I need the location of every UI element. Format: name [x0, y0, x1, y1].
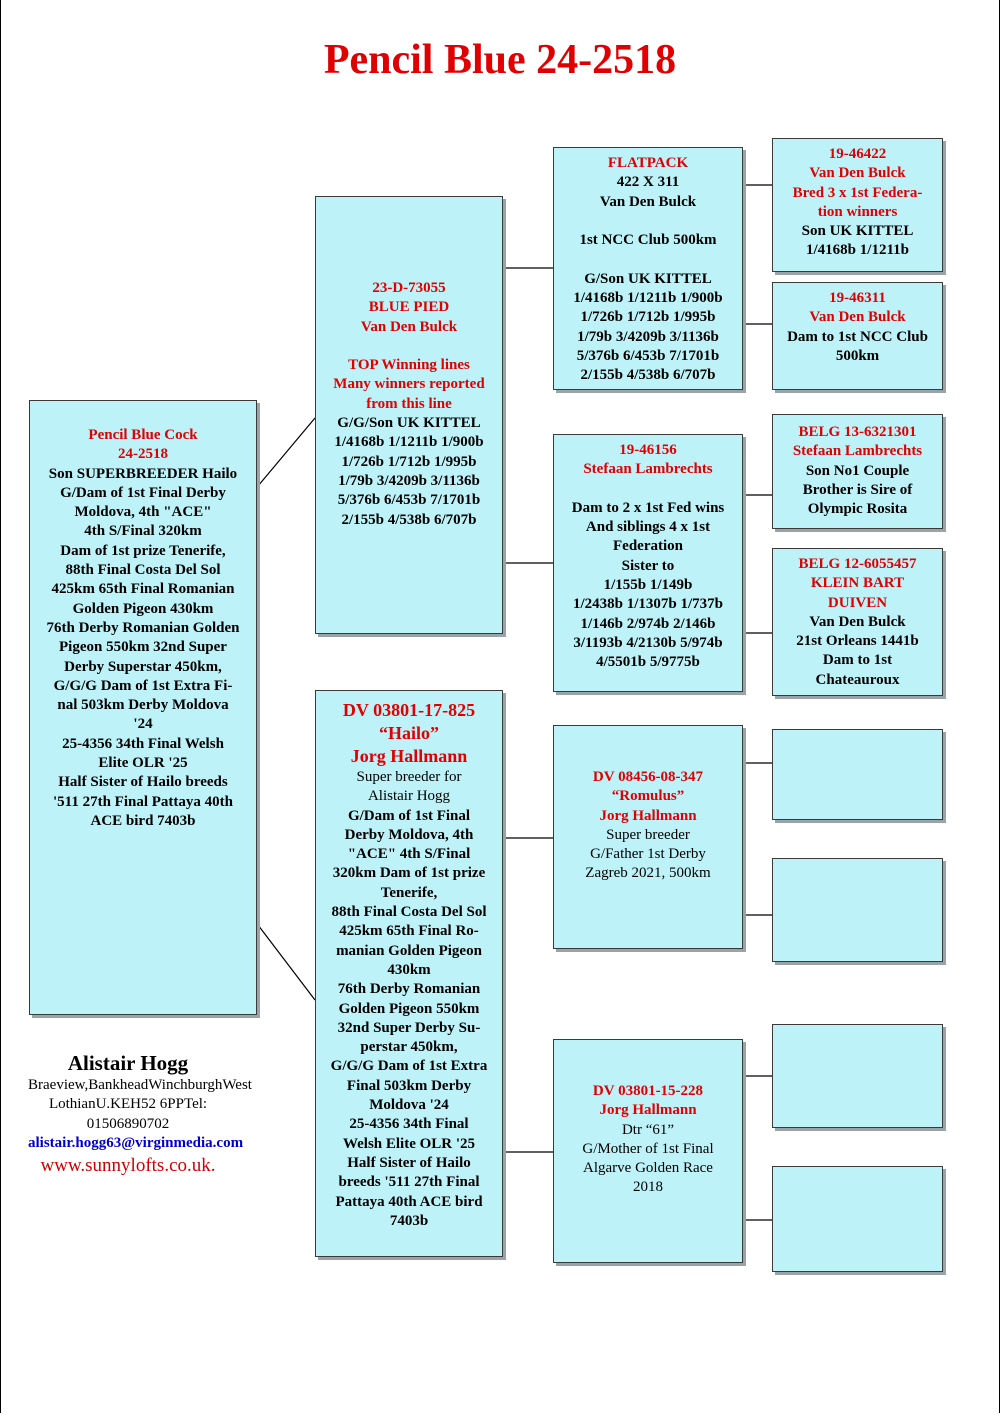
ss-line: 2/155b 4/538b 6/707b — [580, 367, 716, 384]
sire-highlight-line: from this line — [366, 395, 452, 412]
sss-red-line: Van Den Bulck — [809, 165, 906, 182]
ssd-line: 500km — [835, 347, 880, 364]
dd-line: 2018 — [633, 1179, 663, 1196]
contact-address-line: U.K — [95, 1096, 122, 1113]
subject-note-line: '511 27th Final Pattaya 40th — [52, 793, 233, 810]
sire-highlight-line: Many winners reported — [333, 376, 485, 393]
subject-note-line: Elite OLR '25 — [98, 755, 188, 772]
dd-line: Dtr “61” — [621, 1121, 675, 1138]
sire-note-line: 1/726b 1/712b 1/995b — [341, 453, 477, 470]
ss-line: 1st NCC Club 500km — [579, 232, 717, 249]
dam-note-line: 320km Dam of 1st prize — [332, 865, 486, 882]
sd-breeder: Stefaan Lambrechts — [583, 461, 713, 478]
subject-note-line: '24 — [133, 716, 153, 733]
sire-box — [315, 196, 503, 634]
sss-lines — [773, 222, 942, 261]
dam-intro-line: Alistair Hogg — [367, 788, 451, 805]
sd-line: 4/5501b 5/9775b — [596, 654, 700, 671]
sire-dam-box — [553, 434, 743, 692]
sdd-red-lines — [773, 555, 942, 613]
pedigree-title: Pencil Blue 24-2518 — [323, 37, 677, 83]
dam-sire-box — [553, 725, 743, 949]
ss-line — [554, 250, 742, 269]
contact-address-line: EH52 6PP — [121, 1096, 184, 1113]
ssd-red-lines — [773, 289, 942, 328]
subject-note-line: nal 503km Derby Moldova — [57, 697, 229, 714]
ssd-red-line: Van Den Bulck — [809, 309, 906, 326]
contact-address-line: Winchburgh — [148, 1077, 223, 1093]
sd-line: 1/155b 1/149b — [603, 577, 693, 594]
ddd-box-empty — [772, 1166, 943, 1272]
dam-note-line: 32nd Super Derby Su- — [337, 1019, 481, 1036]
dam-note-line: 25-4356 34th Final — [349, 1116, 469, 1133]
ssd-line: Dam to 1st NCC Club — [787, 328, 928, 345]
ss-name: FLATPACK — [607, 155, 689, 171]
dam-intro-line: Super breeder for — [356, 769, 462, 785]
sss-red-line: Bred 3 x 1st Federa- — [792, 184, 923, 201]
sire-sire-box — [553, 147, 743, 390]
dam-note-line: 88th Final Costa Del Sol — [331, 904, 487, 921]
sds-lines — [773, 462, 942, 520]
dam-ring: DV 03801-17-825 — [342, 700, 476, 720]
ss-line: 1/726b 1/712b 1/995b — [580, 309, 716, 326]
sds-line: Brother is Sire of — [802, 481, 913, 498]
sdd-line: Chateauroux — [815, 671, 900, 688]
dam-note-line: Welsh Elite OLR '25 — [342, 1135, 476, 1152]
ss-line — [554, 212, 742, 231]
dd-lines — [554, 1121, 742, 1198]
subject-note-line: ACE bird 7403b — [90, 812, 196, 829]
dam-note-line: 76th Derby Romanian — [337, 981, 481, 998]
sds-line: Olympic Rosita — [807, 501, 908, 518]
sss-line: Son UK KITTEL — [801, 223, 914, 240]
sd-line: Sister to — [621, 557, 675, 574]
ds-line: Zagreb 2021, 500km — [585, 865, 711, 882]
ssd-box — [772, 282, 943, 390]
dam-box — [315, 690, 503, 1257]
dam-note-line: Half Sister of Hailo — [347, 1154, 471, 1171]
subject-note-line: Dam of 1st prize Tenerife, — [60, 542, 226, 559]
dam-dam-box — [553, 1039, 743, 1263]
dd-breeder: Jorg Hallmann — [599, 1102, 697, 1119]
ds-line: Super breeder — [606, 826, 690, 843]
subject-note-line: 25-4356 34th Final Welsh — [62, 735, 224, 752]
ds-breeder: Jorg Hallmann — [599, 807, 697, 824]
sss-red-line: 19-46422 — [828, 146, 887, 162]
dam-note-line: G/Dam of 1st Final — [347, 807, 471, 824]
ss-line: 1/4168b 1/1211b 1/900b — [573, 290, 723, 307]
sdd-line: Van Den Bulck — [809, 613, 906, 630]
dam-note-line: Derby Moldova, 4th — [344, 826, 474, 843]
subject-name: Pencil Blue Cock — [88, 427, 198, 443]
dam-note-line: breeds '511 27th Final — [338, 1174, 480, 1191]
sds-box — [772, 414, 943, 529]
dam-note-line: "ACE" 4th S/Final — [347, 846, 471, 863]
sdd-red-line: DUIVEN — [827, 594, 888, 611]
subject-ring: 24-2518 — [118, 446, 168, 463]
sss-red-line: tion winners — [817, 203, 898, 220]
sss-line: 1/4168b 1/1211b — [806, 242, 909, 259]
contact-website-link[interactable]: www.sunnylofts.co.uk. — [40, 1155, 216, 1177]
contact-address-line: Braeview,Bankhead — [28, 1077, 149, 1093]
ds-lines — [554, 826, 742, 884]
dds-box-empty — [772, 1024, 943, 1128]
dam-notes — [316, 807, 502, 1232]
subject-note-line: Derby Superstar 450km, — [64, 658, 222, 675]
subject-note-line: G/G/G Dam of 1st Extra Fi- — [53, 677, 233, 694]
sds-red-line: Stefaan Lambrechts — [792, 443, 923, 460]
dam-note-line: Final 503km Derby — [346, 1077, 472, 1094]
dam-note-line: G/G/G Dam of 1st Extra — [330, 1058, 488, 1075]
subject-note-line: 76th Derby Romanian Golden — [46, 619, 240, 636]
ss-line: 5/376b 6/453b 7/1701b — [576, 347, 720, 364]
dd-line: Algarve Golden Race — [583, 1160, 713, 1177]
sire-highlights — [316, 356, 502, 414]
subject-note-line: Half Sister of Hailo breeds — [58, 774, 228, 791]
ds-line: G/Father 1st Derby — [590, 846, 706, 863]
subject-note-line: 425km 65th Final Romanian — [51, 581, 235, 598]
sire-note-line: 5/376b 6/453b 7/1701b — [337, 492, 481, 509]
contact-address-line: Tel: 01506890702 — [86, 1096, 208, 1132]
dam-note-line: 425km 65th Final Ro- — [339, 923, 479, 940]
sire-note-line: 1/4168b 1/1211b 1/900b — [334, 434, 484, 451]
sd-line — [554, 480, 742, 499]
sdd-line: 21st Orleans 1441b — [796, 633, 919, 650]
sire-ring: 23-D-73055 — [372, 280, 446, 296]
sd-ring: 19-46156 — [619, 442, 677, 458]
dam-note-line: perstar 450km, — [360, 1039, 458, 1056]
sire-notes — [316, 414, 502, 530]
sdd-red-line: KLEIN BART — [810, 575, 905, 592]
sds-red-lines — [773, 423, 942, 462]
ss-lines — [554, 173, 742, 385]
sd-line: 1/146b 2/974b 2/146b — [580, 615, 716, 632]
subject-note-line: Golden Pigeon 430km — [72, 600, 214, 617]
dss-box-empty — [772, 729, 943, 820]
subject-note-line: Moldova, 4th "ACE" — [74, 504, 212, 521]
dam-note-line: 430km — [387, 961, 431, 978]
sdd-box — [772, 548, 943, 696]
sd-line: And siblings 4 x 1st — [585, 519, 711, 536]
subject-note-line: G/Dam of 1st Final Derby — [60, 484, 226, 501]
sss-box — [772, 138, 943, 272]
dam-note-line: Tenerife, — [380, 884, 438, 901]
sire-note-line: 2/155b 4/538b 6/707b — [341, 511, 477, 528]
sds-red-line: BELG 13-6321301 — [798, 424, 917, 440]
dd-line: G/Mother of 1st Final — [582, 1140, 714, 1157]
contact-name: Alistair Hogg — [67, 1051, 189, 1075]
sdd-line: Dam to 1st — [822, 652, 893, 669]
sd-lines — [554, 480, 742, 673]
breeder-contact — [28, 1050, 252, 1179]
dd-ring: DV 03801-15-228 — [592, 1083, 704, 1099]
sire-breeder: Van Den Bulck — [360, 318, 458, 335]
dam-note-line: Golden Pigeon 550km — [338, 1000, 480, 1017]
sd-line: 3/1193b 4/2130b 5/974b — [573, 634, 723, 651]
dam-breeder: Jorg Hallmann — [350, 746, 468, 766]
dam-note-line: Pattaya 40th ACE bird — [335, 1193, 483, 1210]
sd-line: Federation — [613, 538, 683, 555]
subject-note-line: 4th S/Final 320km — [84, 523, 202, 540]
sdd-lines — [773, 613, 942, 690]
dam-name: “Hailo” — [378, 723, 439, 743]
sd-line: Dam to 2 x 1st Fed wins — [571, 499, 725, 516]
ssd-lines — [773, 328, 942, 367]
ss-line: 1/79b 3/4209b 3/1136b — [577, 328, 719, 345]
dam-note-line: Moldova '24 — [369, 1097, 449, 1114]
subject-note-line: Pigeon 550km 32nd Super — [59, 639, 227, 656]
ss-line: G/Son UK KITTEL — [584, 270, 712, 287]
subject-notes — [30, 465, 256, 832]
dam-note-line: manian Golden Pigeon — [336, 942, 482, 959]
contact-address-line: West Lothian — [48, 1077, 252, 1113]
ssd-red-line: 19-46311 — [829, 290, 886, 306]
sire-note-line: 1/79b 3/4209b 3/1136b — [338, 472, 480, 489]
sire-highlight-line: TOP Winning lines — [348, 357, 470, 374]
sss-red-lines — [773, 145, 942, 222]
dam-intro — [316, 768, 502, 807]
ds-ring: DV 08456-08-347 — [592, 769, 704, 785]
dam-note-line: 7403b — [389, 1212, 429, 1229]
ss-line: Van Den Bulck — [599, 193, 697, 210]
sd-line: 1/2438b 1/1307b 1/737b — [572, 596, 724, 613]
sdd-red-line: BELG 12-6055457 — [798, 556, 917, 572]
ss-line: 422 X 311 — [616, 174, 680, 191]
contact-email-link[interactable]: alistair.hogg63@virginmedia.com — [28, 1134, 244, 1151]
contact-address — [28, 1076, 252, 1134]
dsd-box-empty — [772, 858, 943, 962]
subject-box — [29, 400, 257, 1015]
subject-note-line: 88th Final Costa Del Sol — [65, 562, 221, 579]
sds-line: Son No1 Couple — [805, 462, 910, 479]
ds-name: “Romulus” — [611, 788, 685, 805]
sire-name: BLUE PIED — [368, 299, 450, 316]
subject-note-line: Son SUPERBREEDER Hailo — [48, 465, 238, 482]
sire-note-line: G/G/Son UK KITTEL — [337, 415, 481, 432]
